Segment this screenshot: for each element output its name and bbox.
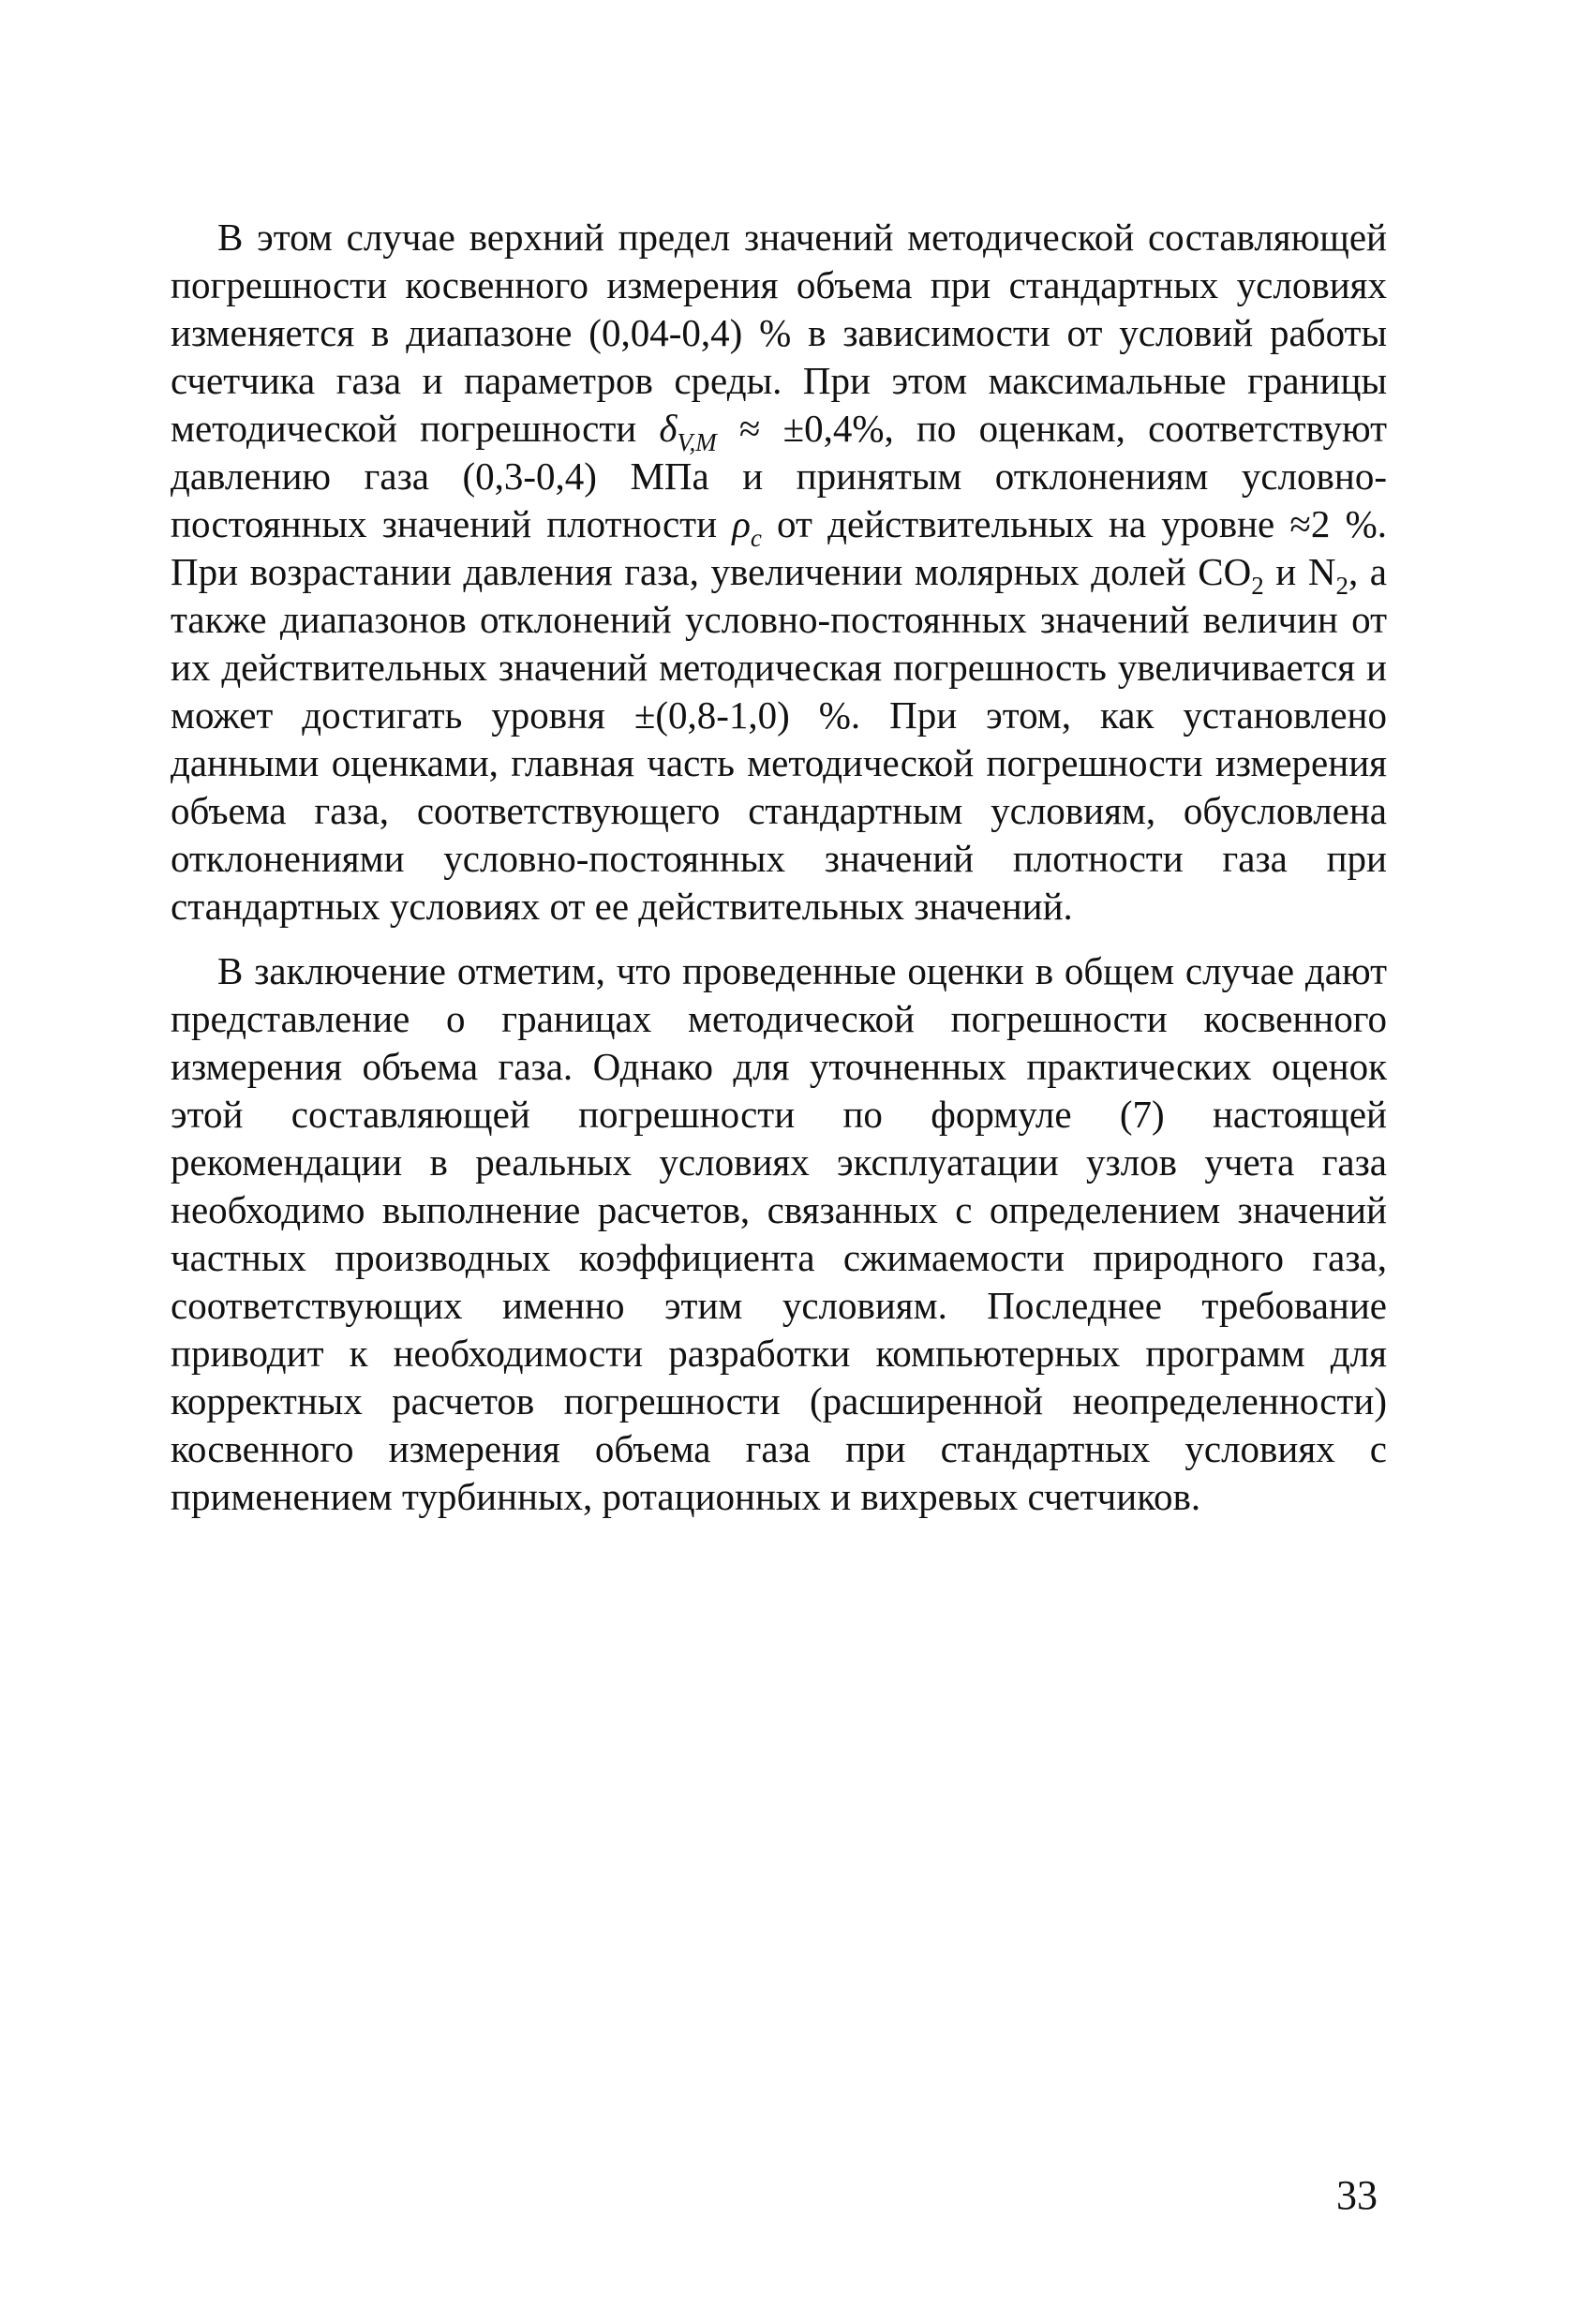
rho-subscript: c [750,524,762,552]
rho-symbol: ρ [732,502,751,545]
delta-subscript: V,M [677,428,717,456]
page-number: 33 [1336,2172,1378,2218]
paragraph-1-text-e: , а также диапазонов отклонений условно-постоянных значений величин от их действительных значений методическая погрешность увеличивается и может достигать уровня ±(0,8-1,0) %. При этом, как установлено данными оценками, главная часть методической погрешности измерения объема газа, соответствующего стандартным условиям, обусловлена отклонениями условно-постоянных значений плотности газа при стандартных условиях от ее действительных значений. [171,550,1387,928]
delta-symbol: δ [659,407,678,450]
paragraph-2: В заключение отметим, что проведенные оценки в общем случае дают представление о границах методической погрешности косвенного измерения объема газа. Однако для уточненных практических оценок этой составляющей погрешности по формуле (7) настоящей рекомендации в реальных условиях эксплуатации узлов учета газа необходимо выполнение расчетов, связанных с определением значений частных производных коэффициента сжимаемости природного газа, соответствующих именно этим условиям. Последнее требование приводит к необходимости разработки компьютерных программ для корректных расчетов погрешности (расширенной неопределенности) косвенного измерения объема газа при стандартных условиях с применением турбинных, ротационных и вихревых счетчиков. [171,949,1387,1518]
paragraph-1-text-c: от действительных на уровне ≈2 %. При возрастании давления газа, увеличении молярных долей CO [171,502,1387,593]
paragraph-1-text-d: и N [1263,550,1336,593]
paragraph-1-text-a: В этом случае верхний предел значений методической составляющей погрешности косвенного измерения объема при стандартных условиях изменяется в диапазоне (0,04-0,4) % в зависимости от условий работы счетчика газа и параметров среды. При этом максимальные границы методической погрешности [171,216,1387,450]
co2-subscript: 2 [1251,572,1264,600]
paragraph-1-text-b: ≈ ±0,4%, по оценкам, соответствуют давлению газа (0,3-0,4) МПа и принятым отклонениям условно-постоянных значений плотности [171,407,1387,545]
paragraph-1 [171,214,1387,931]
body-text [171,214,1387,1521]
n2-subscript: 2 [1335,572,1348,600]
